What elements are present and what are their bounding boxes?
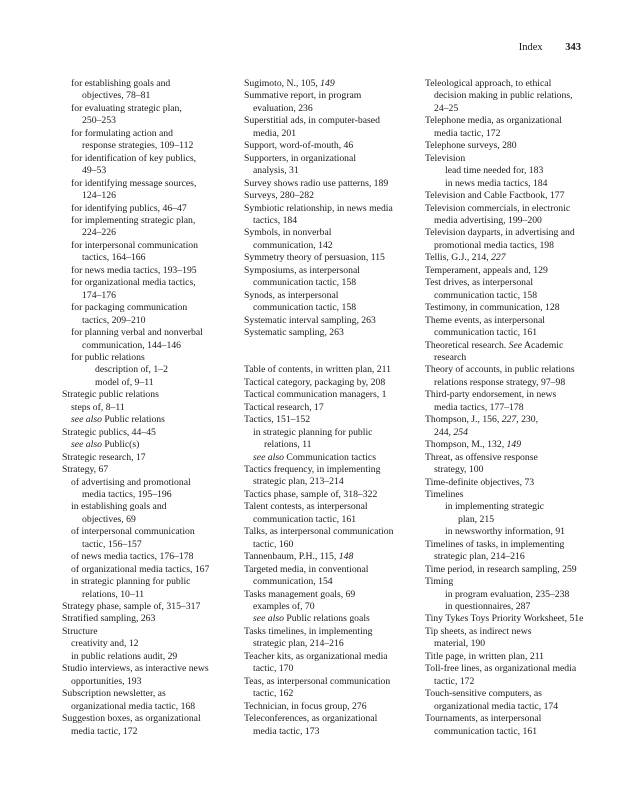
index-entry: communication tactic, 158 [434, 289, 538, 301]
index-entry: Television [425, 152, 466, 164]
index-entry: tactics, 184 [253, 214, 298, 226]
index-entry: opportunities, 193 [71, 675, 142, 687]
index-entry: description of, 1–2 [95, 364, 168, 376]
index-entry: steps of, 8–11 [71, 401, 125, 413]
index-column-3 [425, 78, 603, 738]
index-entry: Survey shows radio use patterns, 189 [244, 177, 389, 189]
index-entry: 24–25 [434, 102, 459, 114]
index-entry: Structure [62, 625, 98, 637]
index-entry: for organizational media tactics, [71, 277, 196, 289]
index-entry: Telephone media, as organizational [425, 115, 562, 127]
index-entry: for identifying message sources, [71, 177, 197, 189]
index-entry: Subscription newsletter, as [62, 688, 166, 700]
index-entry: Supporters, in organizational [244, 152, 357, 164]
index-entry: communication tactic, 161 [253, 513, 357, 525]
page-number: 343 [565, 42, 581, 53]
index-column-2 [244, 78, 422, 738]
index-entry: of interpersonal communication [71, 526, 195, 538]
index-entry: media tactics, 177–178 [434, 401, 524, 413]
index-entry: strategic plan, 213–214 [253, 476, 344, 488]
index-entry: Toll-free lines, as organizational media [425, 663, 577, 675]
index-entry: tactic, 160 [253, 538, 294, 550]
index-entry: Television and Cable Factbook, 177 [425, 190, 565, 202]
index-entry: Tactics, 151–152 [244, 414, 311, 426]
index-entry: Strategic public relations [62, 389, 159, 401]
index-entry: see also Communication tactics [253, 451, 376, 463]
index-entry: Time-definite objectives, 73 [425, 476, 535, 488]
index-entry: media tactic, 173 [253, 725, 320, 737]
index-entry: Tactics phase, sample of, 318–322 [244, 488, 378, 500]
index-entry: creativity and, 12 [71, 638, 139, 650]
index-entry: see also Public(s) [71, 439, 140, 451]
index-entry: Testimony, in communication, 128 [425, 302, 560, 314]
index-entry: plan, 215 [458, 513, 495, 525]
index-entry: for evaluating strategic plan, [71, 102, 182, 114]
index-entry: relations, 10–11 [82, 588, 145, 600]
index-entry: media tactics, 195–196 [82, 488, 172, 500]
index-entry: 224–226 [82, 227, 116, 239]
index-entry: see also Public relations goals [253, 613, 370, 625]
index-entry: for planning verbal and nonverbal [71, 327, 203, 339]
index-entry: of advertising and promotional [71, 476, 191, 488]
index-entry: Threat, as offensive response [425, 451, 538, 463]
index-entry: organizational media tactic, 174 [434, 700, 559, 712]
index-entry: Sugimoto, N., 105, 149 [244, 78, 335, 89]
index-entry: media, 201 [253, 127, 297, 139]
index-entry: tactics, 164–166 [82, 252, 146, 264]
index-entry: Teacher kits, as organizational media [244, 650, 388, 662]
index-entry: objectives, 78–81 [82, 90, 151, 102]
index-entry: in newsworthy information, 91 [445, 526, 566, 538]
index-entry: Tactical research, 17 [244, 401, 324, 413]
index-entry: for identifying publics, 46–47 [71, 202, 187, 214]
index-entry: communication tactic, 161 [434, 725, 538, 737]
index-entry: tactics, 209–210 [82, 314, 146, 326]
index-entry: communication, 144–146 [82, 339, 182, 351]
index-entry: for news media tactics, 193–195 [71, 264, 197, 276]
index-entry: Summative report, in program [244, 90, 362, 102]
index-spacer [244, 352, 422, 364]
index-entry: in strategic planning for public [253, 426, 373, 438]
index-entry: for implementing strategic plan, [71, 214, 196, 226]
index-entry: Table of contents, in written plan, 211 [244, 364, 391, 376]
index-entry: evaluation, 236 [253, 102, 313, 114]
index-entry: in program evaluation, 235–238 [445, 588, 570, 600]
index-entry: relations, 11 [264, 439, 312, 451]
index-entry: media tactic, 172 [434, 127, 501, 139]
index-entry: Theory of accounts, in public relations [425, 364, 575, 376]
index-entry: research [434, 351, 467, 363]
index-entry: Symbiotic relationship, in news media [244, 202, 393, 214]
index-entry: 124–126 [82, 190, 116, 202]
index-entry: Symbols, in nonverbal [244, 227, 332, 239]
index-entry: in strategic planning for public [71, 576, 191, 588]
index-entry: tactic, 156–157 [82, 538, 142, 550]
index-entry: organizational media tactic, 168 [71, 700, 196, 712]
index-entry: Teas, as interpersonal communication [244, 675, 391, 687]
index-entry: tactic, 162 [253, 688, 294, 700]
index-entry: tactic, 172 [434, 675, 475, 687]
index-entry: Television commercials, in electronic [425, 202, 571, 214]
index-entry: Television dayparts, in advertising and [425, 227, 575, 239]
index-entry: communication tactic, 158 [253, 302, 357, 314]
index-entry: Title page, in written plan, 211 [425, 650, 545, 662]
index-entry: Strategy, 67 [62, 464, 109, 476]
index-entry: Thompson, J., 156, 227, 230, [425, 414, 539, 426]
index-entry: Telephone surveys, 280 [425, 140, 517, 152]
index-entry: tactic, 170 [253, 663, 294, 675]
index-entry: Talent contests, as interpersonal [244, 501, 368, 513]
index-entry: media tactic, 172 [71, 725, 138, 737]
index-entry: Systematic interval sampling, 263 [244, 314, 376, 326]
index-entry: promotional media tactics, 198 [434, 239, 554, 251]
index-entry: in questionnaires, 287 [445, 601, 531, 613]
index-entry: Support, word-of-mouth, 46 [244, 140, 354, 152]
index-entry: Theoretical research. See Academic [425, 339, 564, 351]
index-entry: for packaging communication [71, 302, 188, 314]
index-entry: communication, 142 [253, 239, 333, 251]
index-entry: Symmetry theory of persuasion, 115 [244, 252, 385, 264]
index-entry: Touch-sensitive computers, as [425, 688, 542, 700]
index-entry: model of, 9–11 [95, 376, 154, 388]
index-entry: Test drives, as interpersonal [425, 277, 534, 289]
index-entry: material, 190 [434, 638, 486, 650]
running-header-title: Index [518, 42, 543, 53]
index-entry: 244, 254 [434, 426, 468, 438]
index-entry: Tiny Tykes Toys Priority Worksheet, 51e [425, 613, 584, 625]
index-entry: for establishing goals and [71, 78, 171, 89]
index-entry: Stratified sampling, 263 [62, 613, 156, 625]
index-entry: Temperament, appeals and, 129 [425, 264, 548, 276]
index-entry: analysis, 31 [253, 165, 299, 177]
index-entry: 49–53 [82, 165, 107, 177]
index-entry: Tasks management goals, 69 [244, 588, 356, 600]
index-entry: decision making in public relations, [434, 90, 573, 102]
index-entry: strategic plan, 214–216 [253, 638, 344, 650]
index-entry: Third-party endorsement, in news [425, 389, 557, 401]
index-entry: strategic plan, 214–216 [434, 551, 525, 563]
index-entry: 250–253 [82, 115, 116, 127]
index-entry: Timing [425, 576, 454, 588]
index-entry: objectives, 69 [82, 513, 136, 525]
index-entry: response strategies, 109–112 [82, 140, 194, 152]
index-entry: communication tactic, 161 [434, 327, 538, 339]
index-entry: Thompson, M., 132, 149 [425, 439, 522, 451]
index-entry: in public relations audit, 29 [71, 650, 178, 662]
index-entry: Teleconferences, as organizational [244, 713, 378, 725]
index-entry: of news media tactics, 176–178 [71, 551, 194, 563]
index-entry: Strategy phase, sample of, 315–317 [62, 601, 201, 613]
index-entry: Timelines [425, 488, 464, 500]
index-entry: for public relations [71, 351, 145, 363]
index-entry: Talks, as interpersonal communication [244, 526, 394, 538]
index-entry: Tannenbaum, P.H., 115, 148 [244, 551, 354, 563]
index-entry: Studio interviews, as interactive news [62, 663, 209, 675]
index-entry: Suggestion boxes, as organizational [62, 713, 201, 725]
index-entry: Timelines of tasks, in implementing [425, 538, 565, 550]
index-entry: Synods, as interpersonal [244, 289, 339, 301]
index-entry: Tellis, G.J., 214, 227 [425, 252, 506, 264]
index-entry: Tactical communication managers, 1 [244, 389, 387, 401]
index-entry: Systematic sampling, 263 [244, 327, 344, 339]
index-entry: see also Public relations [71, 414, 165, 426]
index-entry: Tasks timelines, in implementing [244, 625, 373, 637]
index-entry: relations response strategy, 97–98 [434, 376, 566, 388]
index-entry: in implementing strategic [445, 501, 545, 513]
index-entry: examples of, 70 [253, 601, 315, 612]
index-entry: Symposiums, as interpersonal [244, 264, 360, 276]
index-entry: communication tactic, 158 [253, 277, 357, 289]
index-entry: 174–176 [82, 289, 116, 301]
index-entry: Strategic publics, 44–45 [62, 426, 156, 438]
index-entry: for identification of key publics, [71, 152, 197, 164]
index-entry: for interpersonal communication [71, 239, 198, 251]
running-header [519, 42, 581, 53]
index-entry: Strategic research, 17 [62, 451, 146, 463]
index-entry: Tactics frequency, in implementing [244, 464, 381, 476]
index-entry: strategy, 100 [434, 464, 484, 476]
index-entry: lead time needed for, 183 [445, 165, 544, 177]
index-entry: Tournaments, as interpersonal [425, 713, 542, 725]
index-entry: Time period, in research sampling, 259 [425, 563, 577, 575]
index-entry: of organizational media tactics, 167 [71, 563, 210, 575]
index-entry: in establishing goals and [71, 501, 167, 513]
index-entry: in news media tactics, 184 [445, 177, 548, 189]
index-entry: Surveys, 280–282 [244, 190, 314, 202]
index-column-1 [62, 78, 237, 738]
index-entry: Teleological approach, to ethical [425, 78, 552, 89]
index-entry: Superstitial ads, in computer-based [244, 115, 380, 127]
index-entry: Tip sheets, as indirect news [425, 625, 532, 637]
index-entry: media advertising, 199–200 [434, 214, 542, 226]
index-entry: Targeted media, in conventional [244, 563, 369, 575]
index-entry: for formulating action and [71, 127, 173, 139]
index-entry: communication, 154 [253, 576, 333, 588]
index-entry: Theme events, as interpersonal [425, 314, 545, 326]
index-entry: Tactical category, packaging by, 208 [244, 376, 386, 388]
index-entry: Technician, in focus group, 276 [244, 700, 367, 712]
index-spacer [244, 340, 422, 352]
